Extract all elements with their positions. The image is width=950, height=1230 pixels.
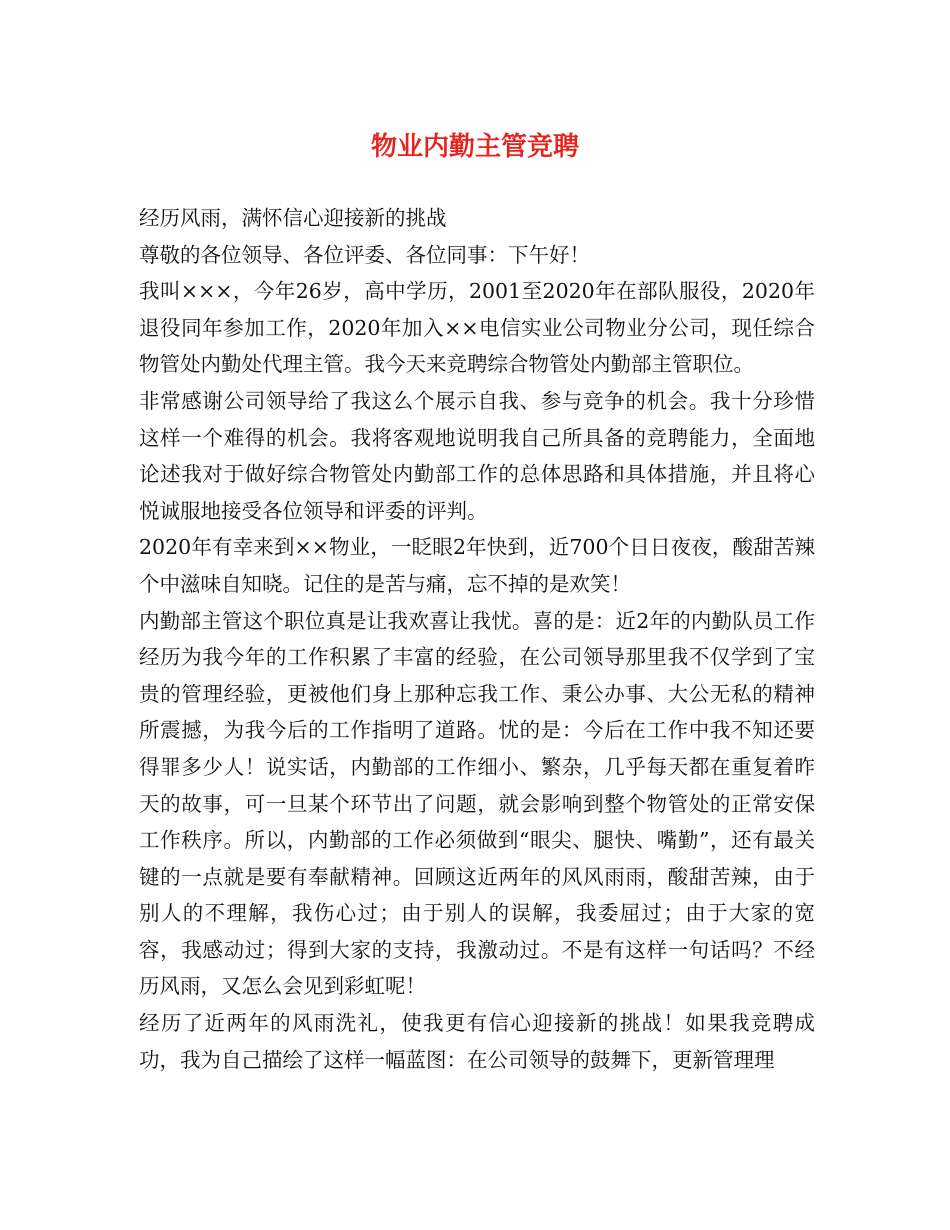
paragraph-greeting: 尊敬的各位领导、各位评委、各位同事：下午好！: [139, 242, 590, 267]
paragraph-introduction: 我叫×××，今年26岁，高中学历，2001至2020年在部队服役，2020年退役同年参加工作，2020年加入××电信实业公司物业分公司，现任综合物管处内勤处代理主管。我今天来竞聘综合物管处内勤部主管职位。: [139, 279, 815, 377]
paragraph-gratitude: 非常感谢公司领导给了我这么个展示自我、参与竞争的机会。我十分珍惜这样一个难得的机会。我将客观地说明我自己所具备的竞聘能力，全面地论述我对于做好综合物管处内勤部工作的总体思路和具体措施，并且将心悦诚服地接受各位领导和评委的评判。: [139, 388, 815, 523]
paragraph-experience: 2020年有幸来到××物业，一眨眼2年快到，近700个日日夜夜，酸甜苦辣个中滋味自知晓。记住的是苦与痛，忘不掉的是欢笑！: [139, 535, 815, 596]
document-body: [139, 200, 815, 1078]
document-title: 物业内勤主管竞聘: [370, 132, 579, 162]
paragraph-plan: 经历了近两年的风雨洗礼，使我更有信心迎接新的挑战！如果我竞聘成功，我为自己描绘了这样一幅蓝图：在公司领导的鼓舞下，更新管理理: [139, 1011, 815, 1072]
paragraph-subtitle: 经历风雨，满怀信心迎接新的挑战: [139, 206, 447, 230]
paragraph-reflection: 内勤部主管这个职位真是让我欢喜让我忧。喜的是：近2年的内勤队员工作经历为我今年的工作积累了丰富的经验，在公司领导那里我不仅学到了宝贵的管理经验，更被他们身上那种忘我工作、秉公办事、大公无私的精神所震撼，为我今后的工作指明了道路。忧的是：今后在工作中我不知还要得罪多少人！说实话，内勤部的工作细小、繁杂，几乎每天都在重复着昨天的故事，可一旦某个环节出了问题，就会影响到整个物管处的正常安保工作秩序。所以，内勤部的工作必须做到“眼尖、腿快、嘴勤”，还有最关键的一点就是要有奉献精神。回顾这近两年的风风雨雨，酸甜苦辣，由于别人的不理解，我伤心过；由于别人的误解，我委屈过；由于大家的宽容，我感动过；得到大家的支持，我激动过。不是有这样一句话吗？不经历风雨，又怎么会见到彩虹呢！: [139, 608, 815, 999]
